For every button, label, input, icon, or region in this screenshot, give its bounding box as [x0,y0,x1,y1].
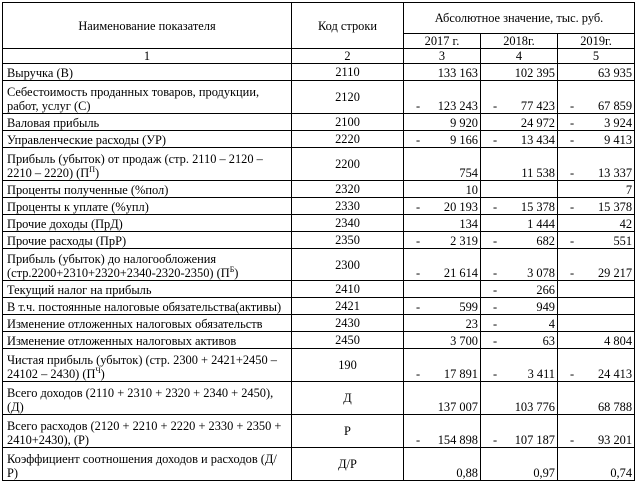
row-indicator-name [3,180,292,197]
row-name-tail: ) [100,367,105,382]
value-number: 134 [459,216,478,231]
negative-sign: - [570,165,575,180]
header-year-2017: 2017 г. [404,34,481,49]
negative-sign: - [493,266,498,281]
row-code: 2430 [292,315,404,332]
row-name-text: В т.ч. постоянные налоговые обязательства(активы) [7,300,282,315]
row-name-text: Прочие расходы (ПрР) [7,233,127,248]
row-value [481,231,558,248]
negative-sign: - [493,98,498,113]
negative-sign: - [570,367,575,382]
row-value [404,382,481,415]
value-number: 754 [459,165,478,180]
value-number: 949 [536,300,555,315]
table-row [3,64,635,81]
header-absolute-value: Абсолютное значение, тыс. руб. [404,3,635,34]
row-name-text: Всего расходов (2120 + 2210 + 2220 + 2330 + 2350 + 2410+2430), (Р) [7,418,282,447]
row-value [558,130,635,147]
row-indicator-name [3,64,292,81]
row-value [481,315,558,332]
value-number: 11 538 [521,165,555,180]
row-code: Р [292,415,404,448]
table-row [3,298,635,315]
row-value [404,298,481,315]
value-number: 0,97 [533,466,555,480]
row-name-superscript: П [89,164,96,174]
value-number: 9 413 [604,132,633,147]
row-value [404,315,481,332]
value-number: 17 891 [443,367,478,382]
row-code: Д [292,382,404,415]
row-indicator-name [3,113,292,130]
negative-sign: - [570,432,575,447]
row-indicator-name [3,197,292,214]
row-code: 2300 [292,248,404,281]
value-number: 20 193 [443,199,478,214]
table-row [3,415,635,448]
value-number: 682 [536,233,555,248]
row-value [404,147,481,180]
row-name-text: Проценты полученные (%пол) [7,182,169,197]
table-row [3,349,635,382]
value-number: 77 423 [520,98,555,113]
row-code: 2110 [292,64,404,81]
row-code: 2100 [292,113,404,130]
value-number: 3 078 [527,266,555,281]
row-name-text: Коэффициент соотношения доходов и расходов (Д/Р) [7,452,277,480]
negative-sign: - [570,266,575,281]
row-value [404,214,481,231]
row-value [558,248,635,281]
negative-sign: - [416,266,421,281]
row-value [481,80,558,113]
row-value [481,382,558,415]
row-code: 190 [292,349,404,382]
value-number: 4 804 [604,334,633,349]
row-value [558,180,635,197]
row-code: 2120 [292,80,404,113]
value-number: 551 [613,233,633,248]
row-value [404,80,481,113]
value-number: 13 337 [597,165,633,180]
row-value [481,332,558,349]
row-value [404,281,481,298]
table-row [3,231,635,248]
row-name-text: Изменение отложенных налоговых активов [7,334,237,349]
negative-sign: - [493,317,498,332]
row-value [404,332,481,349]
row-value [558,214,635,231]
value-number: 21 614 [443,266,478,281]
negative-sign: - [493,132,498,147]
col-number: 3 [404,49,481,64]
row-name-text: Прибыль (убыток) до налогообложения (стр.2200+2310+2320+2340-2320-2350) (П [7,252,230,281]
negative-sign: - [493,334,498,349]
value-number: 68 788 [597,400,633,415]
row-code: 2410 [292,281,404,298]
row-value [558,298,635,315]
value-number: 15 378 [520,199,555,214]
value-number: 63 935 [597,65,633,80]
negative-sign: - [416,98,421,113]
row-indicator-name [3,281,292,298]
value-number: 102 395 [514,65,555,80]
header-year-2019: 2019г. [558,34,635,49]
table-row [3,315,635,332]
table-row [3,332,635,349]
table-row [3,113,635,130]
row-indicator-name [3,382,292,415]
row-value [481,248,558,281]
row-value [404,248,481,281]
row-value [481,113,558,130]
table-row [3,130,635,147]
row-indicator-name [3,147,292,180]
row-name-text: Себестоимость проданных товаров, продукции, работ, услуг (С) [7,84,260,113]
table-row [3,382,635,415]
value-number: 9 920 [450,115,478,130]
row-value [481,349,558,382]
row-value [404,197,481,214]
header-row [3,3,635,34]
negative-sign: - [570,98,575,113]
row-value [481,197,558,214]
row-value [481,214,558,231]
row-indicator-name [3,130,292,147]
row-value [558,80,635,113]
value-number: 10 [465,182,478,197]
row-indicator-name [3,298,292,315]
col-number: 4 [481,49,558,64]
row-name-text: Прочие доходы (ПрД) [7,216,123,231]
row-value [558,197,635,214]
value-number: 67 859 [597,98,633,113]
value-number: 3 924 [604,115,633,130]
row-indicator-name [3,415,292,448]
row-name-tail: ) [95,165,100,180]
row-name-tail: ) [234,266,239,281]
row-indicator-name [3,80,292,113]
row-code: 2340 [292,214,404,231]
row-value [558,315,635,332]
header-year-2018: 2018г. [481,34,558,49]
row-value [404,447,481,480]
row-name-text: Проценты к уплате (%упл) [7,199,149,214]
row-value [481,447,558,480]
col-number: 1 [3,49,292,64]
value-number: 3 411 [527,367,555,382]
row-value [481,281,558,298]
row-name-text: Прибыль (убыток) от продаж (стр. 2110 – 2120 – 2210 – 2220) (П [7,151,263,180]
value-number: 103 776 [514,400,555,415]
value-number: 3 700 [450,334,478,349]
value-number: 4 [548,317,555,332]
row-name-text: Выручка (В) [7,65,73,80]
row-indicator-name [3,349,292,382]
row-value [404,349,481,382]
value-number: 266 [536,283,555,298]
table-row [3,447,635,480]
row-indicator-name [3,231,292,248]
row-value [558,147,635,180]
negative-sign: - [493,199,498,214]
column-numbers-row [3,49,635,64]
negative-sign: - [416,233,421,248]
row-value [558,332,635,349]
value-number: 63 [542,334,555,349]
row-value [558,281,635,298]
row-indicator-name [3,248,292,281]
value-number: 15 378 [597,199,633,214]
negative-sign: - [493,233,498,248]
row-code: 2450 [292,332,404,349]
negative-sign: - [570,233,575,248]
row-code: 2330 [292,197,404,214]
value-number: 9 166 [450,132,478,147]
negative-sign: - [570,132,575,147]
row-value [558,113,635,130]
header-code: Код строки [292,3,404,49]
value-number: 42 [619,216,633,231]
value-number: 29 217 [597,266,633,281]
value-number: 7 [625,182,633,197]
value-number: 0,88 [456,466,478,480]
table-row [3,214,635,231]
row-value [558,349,635,382]
table-row [3,180,635,197]
value-number: 1 444 [527,216,555,231]
header-indicator: Наименование показателя [3,3,292,49]
financial-results-table [2,2,635,481]
row-name-text: Изменение отложенных налоговых обязательств [7,317,263,332]
row-value [404,130,481,147]
row-code: 2220 [292,130,404,147]
value-number: 133 163 [437,65,478,80]
row-value [404,180,481,197]
value-number: 24 413 [597,367,633,382]
row-code: Д/Р [292,447,404,480]
row-value [481,147,558,180]
row-value [404,64,481,81]
value-number: 93 201 [597,432,633,447]
row-value [404,415,481,448]
row-value [404,113,481,130]
negative-sign: - [416,132,421,147]
row-code: 2350 [292,231,404,248]
row-name-text: Валовая прибыль [7,115,100,130]
row-value [558,231,635,248]
negative-sign: - [493,367,498,382]
row-name-superscript: Б [229,265,235,275]
table-row [3,281,635,298]
row-indicator-name [3,315,292,332]
row-code: 2320 [292,180,404,197]
row-value [481,130,558,147]
table-row [3,80,635,113]
value-number: 123 243 [437,98,478,113]
value-number: 599 [459,300,478,315]
value-number: 2 319 [450,233,478,248]
table-row [3,248,635,281]
row-name-text: Всего доходов (2110 + 2310 + 2320 + 2340 + 2450), (Д) [7,386,274,415]
row-name-superscript: Ч [95,366,101,376]
row-name-text: Текущий налог на прибыль [7,283,152,298]
negative-sign: - [416,432,421,447]
row-value [558,64,635,81]
table-row [3,197,635,214]
value-number: 154 898 [437,432,478,447]
negative-sign: - [416,199,421,214]
value-number: 107 187 [514,432,555,447]
row-value [404,231,481,248]
value-number: 24 972 [520,115,555,130]
row-code: 2200 [292,147,404,180]
negative-sign: - [493,432,498,447]
value-number: 13 434 [520,132,555,147]
row-value [481,298,558,315]
value-number: 23 [465,317,478,332]
row-indicator-name [3,447,292,480]
negative-sign: - [570,115,575,130]
value-number: 0,74 [610,466,633,480]
negative-sign: - [570,199,575,214]
negative-sign: - [416,367,421,382]
col-number: 5 [558,49,635,64]
row-value [558,382,635,415]
row-value [481,415,558,448]
col-number: 2 [292,49,404,64]
row-value [481,64,558,81]
row-value [481,180,558,197]
row-value [558,447,635,480]
negative-sign: - [416,300,421,315]
row-value [558,415,635,448]
row-code: 2421 [292,298,404,315]
negative-sign: - [493,283,498,298]
value-number: 137 007 [437,400,478,415]
row-name-text: Чистая прибыль (убыток) (стр. 2300 + 2421+2450 – 24102 – 2430) (П [7,353,277,382]
row-indicator-name [3,332,292,349]
row-indicator-name [3,214,292,231]
row-name-text: Управленческие расходы (УР) [7,132,167,147]
table-row [3,147,635,180]
negative-sign: - [493,300,498,315]
